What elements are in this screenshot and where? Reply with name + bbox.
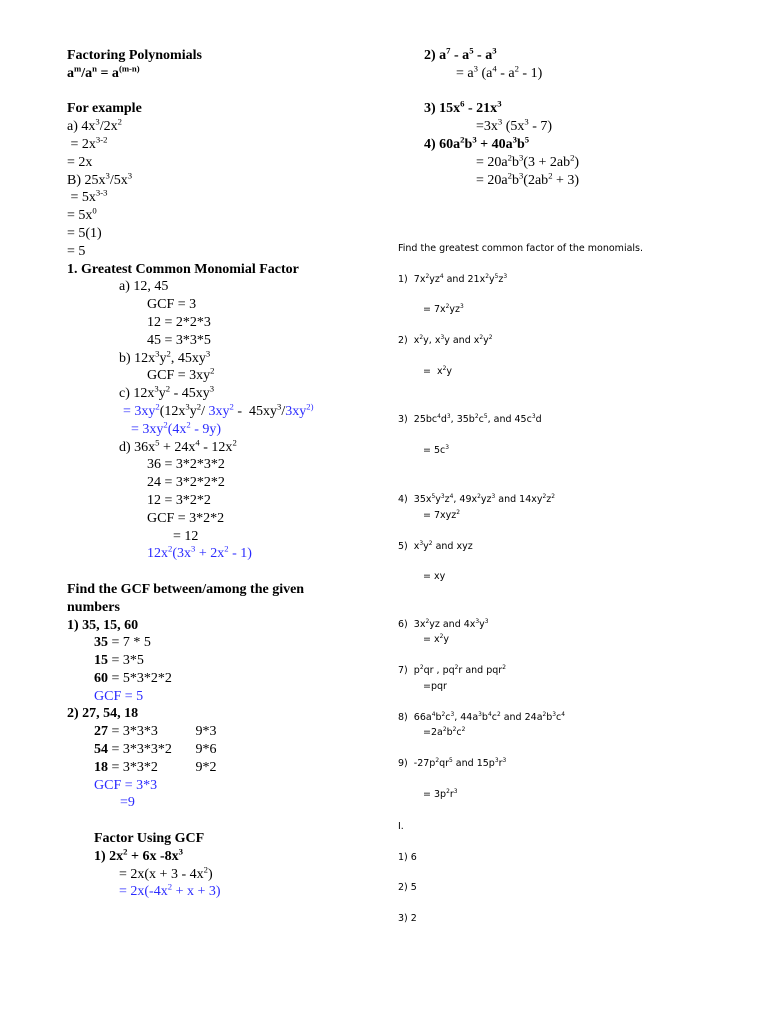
part-a-12: 12 = 2*2*3 xyxy=(147,314,211,330)
monomial-a5: = xy xyxy=(423,571,446,582)
problem-2-eq: =9 xyxy=(120,795,135,811)
problem-2-54: 54 = 3*3*3*2 9*6 xyxy=(94,742,217,758)
answer-3: 3) 2 xyxy=(398,913,417,924)
monomial-q9: 9) $-27p^2qr^5$ and $15p^3r^3$ xyxy=(398,758,507,769)
factor-problem-1: 1) $2x^2 + 6x$ $-8x^3$ xyxy=(94,846,183,864)
problem-2-gcf: GCF = 3*3 xyxy=(94,777,158,793)
problem-4-60a2b3: 4) $60a^2b^3 + 40a^3b^5$ xyxy=(424,134,530,152)
monomial-q3: 3) $25bc^4d^3$, $35b^2c^5$, and $45c^3d$ xyxy=(398,414,542,425)
example-a-line3: = 2x xyxy=(67,154,93,170)
example-b-line5: = 5 xyxy=(67,243,86,259)
example-a-line2: = $2x^{3-2}$ xyxy=(70,134,108,152)
answer-2: 2) 5 xyxy=(398,882,417,893)
example-b-line2: = $5x^{3-3}$ xyxy=(70,187,108,206)
right-top-column xyxy=(424,47,744,189)
part-d-result: $12x^2(3x^3 + 2x^2 - 1)$ xyxy=(147,543,252,562)
problem-3-15x6: 3) $15x^6 - 21x^3$ xyxy=(424,98,502,117)
part-d-36: 36 = 3*2*3*2 xyxy=(147,457,225,473)
part-c: c) $12x^3y^2 - 45xy^3$ xyxy=(119,383,215,402)
monomial-q6: 6) $3x^2yz$ and $4x^3y^3$ xyxy=(398,619,489,630)
monomial-a1: = $7x^2yz^3$ xyxy=(423,304,464,315)
part-d-24: 24 = 3*2*2*2 xyxy=(147,475,225,491)
problem-2-a7-step: = $a^3$ $(a^4 - a^2 - 1)$ xyxy=(456,63,543,81)
monomials-heading: Find the greatest common factor of the monomials. xyxy=(398,243,644,254)
problem-2-18: 18 = 3*3*2 9*2 xyxy=(94,759,217,775)
problem-4-step1: = $20a^2b^3(3 + 2ab^2)$ xyxy=(476,152,580,170)
part-d-gcf: GCF = 3*2*2 xyxy=(147,510,225,526)
part-d-eq: = 12 xyxy=(173,528,199,544)
example-b-line3: = $5x^0$ xyxy=(67,205,97,224)
example-b-line4: = 5(1) xyxy=(67,225,102,241)
monomial-a3: = $5c^3$ xyxy=(423,445,449,456)
example-a-line1: a) $4x^3/2x^2$ xyxy=(67,116,122,135)
part-a: a) 12, 45 xyxy=(119,279,169,295)
find-gcf-heading: Find the GCF between/among the given xyxy=(67,581,305,597)
left-column xyxy=(67,47,387,901)
factor-result: = $2x(-4x^2 + x + 3)$ xyxy=(119,881,221,900)
monomial-a9: = $3p^2r^3$ xyxy=(423,789,458,800)
part-b-gcf: GCF = $3xy^2$ xyxy=(147,365,215,384)
monomial-a2: = $x^2y$ xyxy=(423,366,452,377)
section-i-label: I. xyxy=(398,821,404,832)
problem-1-gcf: GCF = 5 xyxy=(94,688,144,704)
problem-1-heading: 1) 35, 15, 60 xyxy=(67,617,139,633)
part-b: b) $12x^3y^2$, $45xy^3$ xyxy=(119,347,211,366)
monomial-q7: 7) $p^2qr$ , $pq^2r$ and pqr$^2$ xyxy=(398,665,506,676)
monomial-q2: 2) $x^2y$, $x^3y$ and $x^2y^2$ xyxy=(398,335,493,346)
problem-1-35: 35 = 7 * 5 xyxy=(94,635,151,651)
monomial-q8: 8) $66a^4b^2c^3$, $44a^3b^4c^2$ and $24a^2b^3c^4$ xyxy=(398,712,566,723)
factor-heading: Factor Using GCF xyxy=(94,831,205,847)
monomial-q4: 4) $35x^5y^3z^4$, $49x^2yz^3$ and $14xy^2z^2$ xyxy=(398,494,555,505)
problem-1-60: 60 = 5*3*2*2 xyxy=(94,670,172,686)
part-c-result: = $3xy^2(4x^2 - 9y)$ xyxy=(131,419,222,437)
problem-2-heading: 2) 27, 54, 18 xyxy=(67,706,139,722)
monomial-a4: = 7xyz$^2$ xyxy=(423,510,461,521)
monomial-a6: = $x^2y$ xyxy=(423,634,449,645)
find-gcf-heading-2: numbers xyxy=(67,599,120,615)
answer-1: 1) 6 xyxy=(398,852,417,863)
part-c-step: = $3xy^2(12x^3y^2/$ $3xy^2 - 45xy^3/3xy^{2)}$ xyxy=(123,401,314,419)
part-a-gcf: GCF = 3 xyxy=(147,297,197,313)
title: Factoring Polynomials xyxy=(67,48,202,63)
part-d: d) $36x^5 + 24x^4 - 12x^2$ xyxy=(119,436,237,455)
example-b-line1: B) $25x^3/5x^3$ xyxy=(67,169,133,188)
monomial-a7: =pqr xyxy=(423,681,447,692)
for-example-heading: For example xyxy=(67,101,142,117)
problem-2-27: 27 = 3*3*3 9*3 xyxy=(94,724,217,740)
monomial-q5: 5) $x^3y^2$ and xyz xyxy=(398,541,473,552)
part-a-45: 45 = 3*3*5 xyxy=(147,332,211,348)
monomial-q1: 1) $7x^2yz^4$ and $21x^2y^5z^3$ xyxy=(398,274,508,285)
problem-2-a7: 2) $a^7 - a^5 - a^3$ xyxy=(424,45,497,63)
problem-1-15: 15 = 3*5 xyxy=(94,653,144,669)
factor-step: = $2x(x + 3 - 4x^2)$ xyxy=(119,864,213,882)
exponent-rule: $a^m/a^n = a^{(m-n)}$ xyxy=(67,63,140,81)
problem-3-step: $=3x^3$ $(5x^3 - 7)$ xyxy=(476,116,553,135)
problem-4-step2: = $20a^2b^3(2ab^2 + 3)$ xyxy=(476,169,580,188)
part-d-12: 12 = 3*2*2 xyxy=(147,492,211,508)
gcmf-heading: 1. Greatest Common Monomial Factor xyxy=(67,261,299,277)
monomial-a8: $=2a^2b^2c^2$ xyxy=(423,727,466,738)
